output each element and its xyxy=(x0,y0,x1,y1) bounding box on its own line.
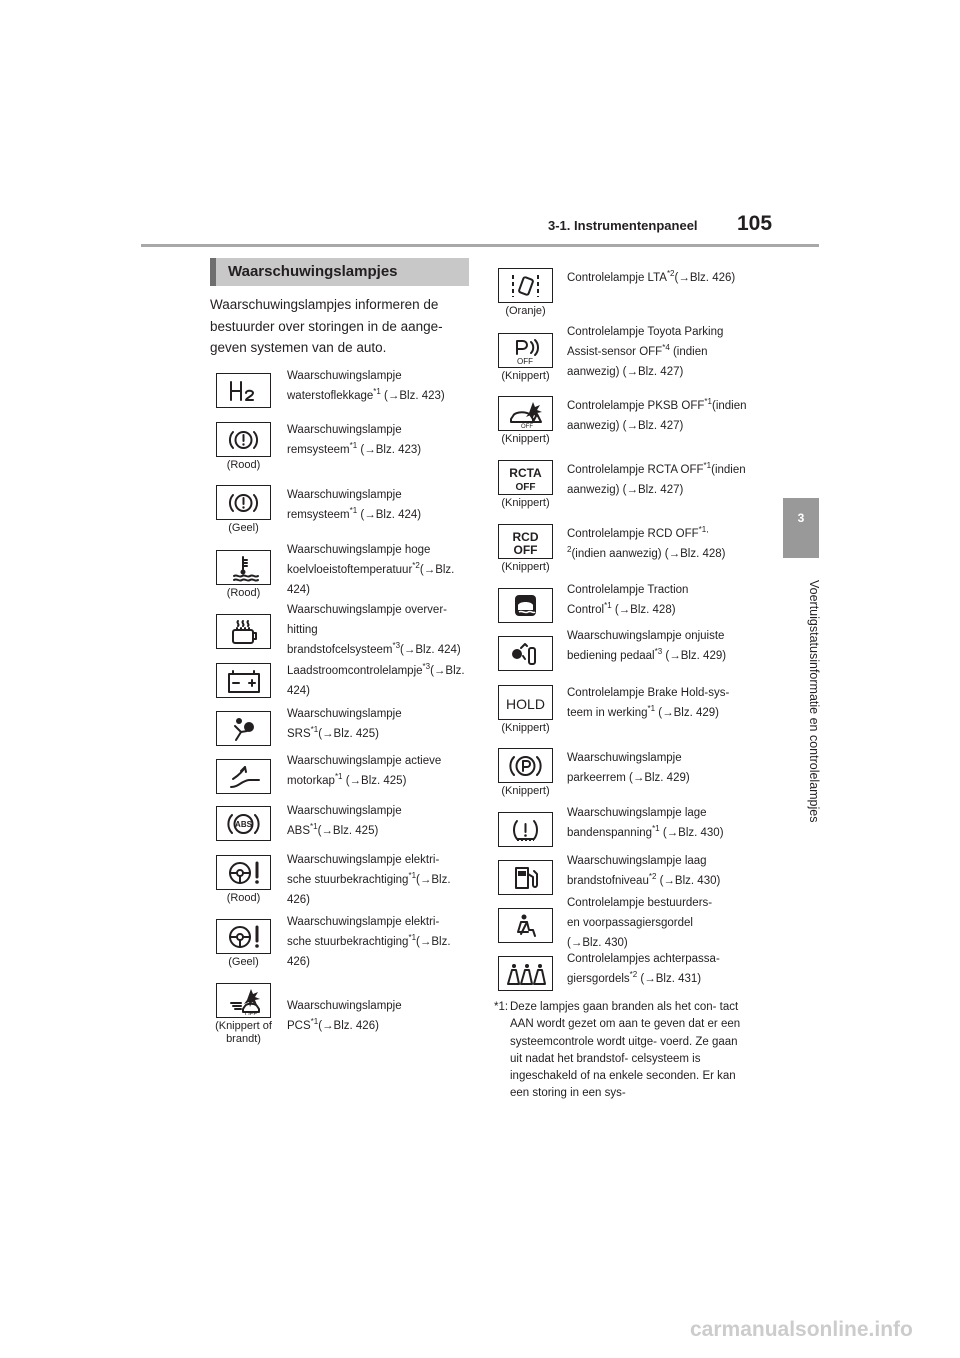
svg-text:OFF: OFF xyxy=(517,356,533,365)
lamp-description-line: motorkap xyxy=(287,775,335,787)
lamp-description xyxy=(287,912,467,972)
svg-text:OFF: OFF xyxy=(245,1011,257,1015)
lamp-description-line: Waarschuwingslampje SRS xyxy=(287,708,402,740)
lamp-description-line: Controlelampje Toyota Parking xyxy=(567,326,724,338)
lamp-description xyxy=(287,540,467,600)
lamp-description xyxy=(287,801,467,841)
lamp-description-line: Control xyxy=(567,604,605,616)
lamp-description-line: brandstofniveau xyxy=(567,875,649,887)
page-reference: (→Blz. 424) xyxy=(287,665,465,697)
lamp-description-line: bediening pedaal xyxy=(567,650,655,662)
lamp-description-line: remsysteem xyxy=(287,509,350,521)
footnote-marker: *2 xyxy=(666,269,675,279)
lamp-description xyxy=(567,268,747,288)
lamp-description-line: Waarschuwingslampje xyxy=(287,424,402,436)
warning-lamp-icon-box xyxy=(216,373,271,408)
lamp-description xyxy=(567,626,747,666)
footnote-marker: *2 xyxy=(412,561,420,571)
lamp-description-line: Waarschuwingslampje actieve xyxy=(287,755,442,767)
warning-lamp-icon-box xyxy=(498,268,553,303)
lamp-description xyxy=(567,893,747,953)
lamp-color-note: (Knippert) xyxy=(501,370,550,382)
footnote-marker: *1 xyxy=(310,822,318,832)
lamp-color-note: (Rood) xyxy=(226,587,261,599)
lamp-description-line: en voorpassagiersgordel xyxy=(567,917,693,929)
lamp-description-line: waterstoflekkage xyxy=(287,390,374,402)
lamp-description-line: bandenspanning xyxy=(567,827,653,839)
hydrogen-leak-icon xyxy=(221,377,266,405)
lamp-description xyxy=(567,524,747,564)
lamp-description-line: Waarschuwingslampje overver- xyxy=(287,604,447,616)
svg-text:RCD: RCD xyxy=(512,529,539,544)
footnote-marker: *1 xyxy=(704,397,712,407)
page-reference: (→Blz. 425) xyxy=(317,825,379,837)
footnote-marker: *1 xyxy=(652,824,660,834)
battery-icon xyxy=(221,667,266,695)
lamp-color-note: (Knippert) xyxy=(501,433,550,445)
lamp-description-line: Controlelampje bestuurders- xyxy=(567,897,713,909)
warning-lamp-icon-box xyxy=(216,663,271,698)
lamp-description-line: sche stuurbekrachtiging xyxy=(287,936,409,948)
power-steering-icon xyxy=(221,859,266,887)
warning-lamp-icon-box xyxy=(498,748,553,783)
page-reference: (→Blz. 429) xyxy=(662,650,727,662)
lamp-description-line: Waarschuwingslampje xyxy=(287,489,402,501)
warning-lamp-icon-box xyxy=(498,636,553,671)
watermark: carmanualsonline.info xyxy=(690,1318,913,1341)
traction-control-icon xyxy=(503,592,548,620)
pcs-off-icon xyxy=(221,987,266,1015)
lamp-description-line: teem in werking xyxy=(567,707,648,719)
page-reference: (→Blz. 424) xyxy=(287,564,455,596)
lamp-description-line: Controlelampjes achterpassa- xyxy=(567,953,720,965)
lamp-description xyxy=(567,803,747,843)
lamp-description-line: koelvloeistoftemperatuur xyxy=(287,564,413,576)
brake-hold-icon xyxy=(503,689,548,717)
warning-lamp-icon-box xyxy=(216,806,271,841)
page-reference: (indien aanwezig) (→Blz. 427) xyxy=(567,400,747,432)
lamp-color-note: (Knippert) xyxy=(501,561,550,573)
coolant-temperature-icon xyxy=(221,554,266,582)
footnote-marker: *1 xyxy=(310,1017,319,1027)
lamp-description xyxy=(567,396,747,436)
rcd-off-icon xyxy=(503,528,548,556)
lamp-description xyxy=(567,949,747,989)
chapter-title: 3-1. Instrumentenpaneel xyxy=(548,218,698,233)
srs-airbag-icon xyxy=(221,715,266,743)
lamp-description-line: remsysteem xyxy=(287,444,350,456)
lamp-description-line: Controlelampje PKSB OFF xyxy=(567,400,705,412)
lamp-description-line: Waarschuwingslampje onjuiste xyxy=(567,630,725,642)
lamp-description-line: hitting brandstofcelsysteem xyxy=(287,624,393,656)
footnote-text: Deze lampjes gaan branden als het con- tact AAN wordt gezet om aan te geven dat er een systeemcontrole wordt uitge- voerd. Ze gaan uit nadat het brandstof- celsysteem is ingeschakeld of na enkele seconden. Er kan een storing in een sys- xyxy=(510,1001,741,1100)
warning-lamp-icon-box xyxy=(498,524,553,559)
tire-pressure-icon xyxy=(503,816,548,844)
lamp-description xyxy=(287,600,467,660)
lamp-color-note: (Rood) xyxy=(226,892,261,904)
svg-text:OFF: OFF xyxy=(515,481,536,492)
power-steering-icon xyxy=(221,923,266,951)
chapter-side-title: Voertuigstatusinformatie en controlelampjes xyxy=(807,580,821,823)
chapter-tab: 3 xyxy=(783,498,819,558)
page-reference: (→Blz. 426) xyxy=(318,1020,379,1032)
lamp-description xyxy=(567,683,747,723)
lamp-description-line: parkeerrem (→Blz. 429) xyxy=(567,772,690,784)
lamp-description-line: Laadstroomcontrolelampje xyxy=(287,665,423,677)
svg-text:ABS: ABS xyxy=(235,819,252,829)
page-reference: (indien aanwezig) (→Blz. 427) xyxy=(567,346,708,378)
lamp-description xyxy=(287,420,467,460)
rear-seatbelt-icon xyxy=(503,960,548,988)
lamp-description xyxy=(567,322,747,382)
warning-lamp-icon-box xyxy=(216,422,271,457)
svg-text:OFF: OFF xyxy=(513,542,538,556)
footnote-marker: *3 xyxy=(654,647,663,657)
lamp-description xyxy=(287,661,467,701)
svg-text:RCTA: RCTA xyxy=(509,465,542,480)
lamp-description-line: Controlelampje Traction xyxy=(567,584,689,596)
lamp-description-line: Controlelampje RCTA OFF xyxy=(567,464,704,476)
fuel-cell-overheat-icon xyxy=(221,618,266,646)
page-number: 105 xyxy=(737,212,773,235)
active-hood-icon xyxy=(221,763,266,791)
lamp-color-note: (Geel) xyxy=(228,522,259,534)
page-reference: (→Blz. 430) xyxy=(656,875,721,887)
footnote-marker: *1 xyxy=(349,506,358,516)
lamp-color-note: (Rood) xyxy=(226,459,261,471)
warning-lamp-icon-box xyxy=(216,855,271,890)
footnote-marker: *1 xyxy=(334,772,343,782)
lamp-description xyxy=(567,580,747,620)
lamp-description xyxy=(287,704,467,744)
lamp-description-line: Controlelampje LTA xyxy=(567,272,667,284)
page-reference: (→Blz. 425) xyxy=(342,775,407,787)
warning-lamp-icon-box xyxy=(498,685,553,720)
lamp-description xyxy=(567,460,747,500)
header-divider xyxy=(141,244,819,247)
lamp-description-line: Assist-sensor OFF xyxy=(567,346,663,358)
svg-text:OFF: OFF xyxy=(521,423,533,428)
low-fuel-icon xyxy=(503,864,548,892)
lamp-description xyxy=(287,996,467,1036)
intro-paragraph: Waarschuwingslampjes informeren de bestuurder over storingen in de aange- geven systemen van de auto. xyxy=(210,297,443,355)
footnote-marker: *1 xyxy=(604,601,612,611)
page-reference: (→Blz. 430) xyxy=(659,827,724,839)
warning-lamp-icon-box xyxy=(498,588,553,623)
lamp-description-line: Waarschuwingslampje elektri- xyxy=(287,916,440,928)
warning-lamp-icon-box xyxy=(498,333,553,368)
lamp-color-note: (Geel) xyxy=(228,956,259,968)
brake-system-icon xyxy=(221,489,266,517)
lamp-description xyxy=(567,851,747,891)
footnote-marker: *2 xyxy=(629,970,638,980)
lamp-description-line: Waarschuwingslampje xyxy=(287,370,402,382)
lamp-description-line: Waarschuwingslampje PCS xyxy=(287,1000,402,1032)
parking-assist-off-icon xyxy=(503,337,548,365)
lamp-description-line: Waarschuwingslampje ABS xyxy=(287,805,402,837)
lamp-color-note: (Knippert of brandt) xyxy=(215,1020,272,1045)
footnote-label: *1: xyxy=(494,1001,509,1013)
lamp-description-line: Waarschuwingslampje hoge xyxy=(287,544,431,556)
footnote-marker: *1, 2 xyxy=(567,525,709,555)
lamp-description-line: Waarschuwingslampje xyxy=(567,752,682,764)
page-reference: (→Blz. 424) xyxy=(357,509,422,521)
lamp-description-line: Controlelampje Brake Hold-sys- xyxy=(567,687,730,699)
footnote-marker: *1 xyxy=(408,933,417,943)
warning-lamp-icon-box xyxy=(216,485,271,520)
footnote-marker: *2 xyxy=(648,872,657,882)
rcta-off-icon xyxy=(503,464,548,492)
lamp-color-note: (Knippert) xyxy=(501,497,550,509)
page-reference: (→Blz. 426) xyxy=(674,272,736,284)
warning-lamp-icon-box xyxy=(216,919,271,954)
lamp-description xyxy=(287,751,467,791)
footnote-marker: *1 xyxy=(349,441,358,451)
abs-icon xyxy=(221,810,266,838)
lamp-description-line: giersgordels xyxy=(567,973,630,985)
warning-lamp-icon-box xyxy=(498,812,553,847)
seatbelt-icon xyxy=(503,912,548,940)
brake-system-icon xyxy=(221,426,266,454)
footnote-marker: *4 xyxy=(662,343,670,353)
pedal-misoperation-icon xyxy=(503,640,548,668)
warning-lamp-icon-box xyxy=(498,908,553,943)
svg-text:HOLD: HOLD xyxy=(506,695,545,712)
footnote-marker: *3 xyxy=(422,662,431,672)
lamp-color-note: (Knippert) xyxy=(501,722,550,734)
lamp-description-line: Waarschuwingslampje elektri- xyxy=(287,854,440,866)
section-heading: Waarschuwingslampjes xyxy=(210,258,469,286)
page-reference: (→Blz. 425) xyxy=(318,728,379,740)
footnote-marker: *1 xyxy=(703,461,712,471)
warning-lamp-icon-box xyxy=(216,614,271,649)
footnote-marker: *1 xyxy=(408,871,417,881)
pksb-off-icon xyxy=(503,400,548,428)
footnote-marker: *1 xyxy=(647,704,656,714)
warning-lamp-icon-box xyxy=(216,759,271,794)
page-reference: (→Blz. 429) xyxy=(655,707,720,719)
lamp-description-line: sche stuurbekrachtiging xyxy=(287,874,409,886)
page-reference: (→Blz. 426) xyxy=(287,936,451,968)
footnote xyxy=(494,999,749,1103)
parking-brake-icon xyxy=(503,752,548,780)
lamp-color-note: (Oranje) xyxy=(505,305,546,317)
warning-lamp-icon-box xyxy=(498,860,553,895)
lta-icon xyxy=(503,272,548,300)
page-reference: (→Blz. 431) xyxy=(637,973,702,985)
warning-lamp-icon-box xyxy=(216,550,271,585)
page-reference: (→Blz. 424) xyxy=(400,644,461,656)
warning-lamp-icon-box xyxy=(216,983,271,1018)
lamp-description-line: Waarschuwingslampje lage xyxy=(567,807,707,819)
warning-lamp-icon-box xyxy=(498,396,553,431)
warning-lamp-icon-box xyxy=(498,956,553,991)
lamp-description xyxy=(287,485,467,525)
warning-lamp-icon-box xyxy=(498,460,553,495)
lamp-color-note: (Knippert) xyxy=(501,785,550,797)
footnote-marker: *3 xyxy=(392,641,401,651)
lamp-description xyxy=(287,850,467,910)
lamp-description xyxy=(287,366,467,406)
page-reference: (→Blz. 426) xyxy=(287,874,451,906)
lamp-description xyxy=(567,748,747,788)
footnote-marker: *1 xyxy=(310,725,319,735)
lamp-description-line: (→Blz. 430) xyxy=(567,937,628,949)
lamp-description-line: Waarschuwingslampje laag xyxy=(567,855,707,867)
page-reference: (→Blz. 428) xyxy=(611,604,676,616)
page-reference: (→Blz. 423) xyxy=(357,444,422,456)
footnote-marker: *1 xyxy=(373,387,381,397)
page-reference: (→Blz. 423) xyxy=(380,390,445,402)
lamp-description-line: Controlelampje RCD OFF xyxy=(567,528,699,540)
warning-lamp-icon-box xyxy=(216,711,271,746)
page-reference: (indien aanwezig) (→Blz. 428) xyxy=(571,548,726,560)
page-reference: (indien aanwezig) (→Blz. 427) xyxy=(567,464,746,496)
